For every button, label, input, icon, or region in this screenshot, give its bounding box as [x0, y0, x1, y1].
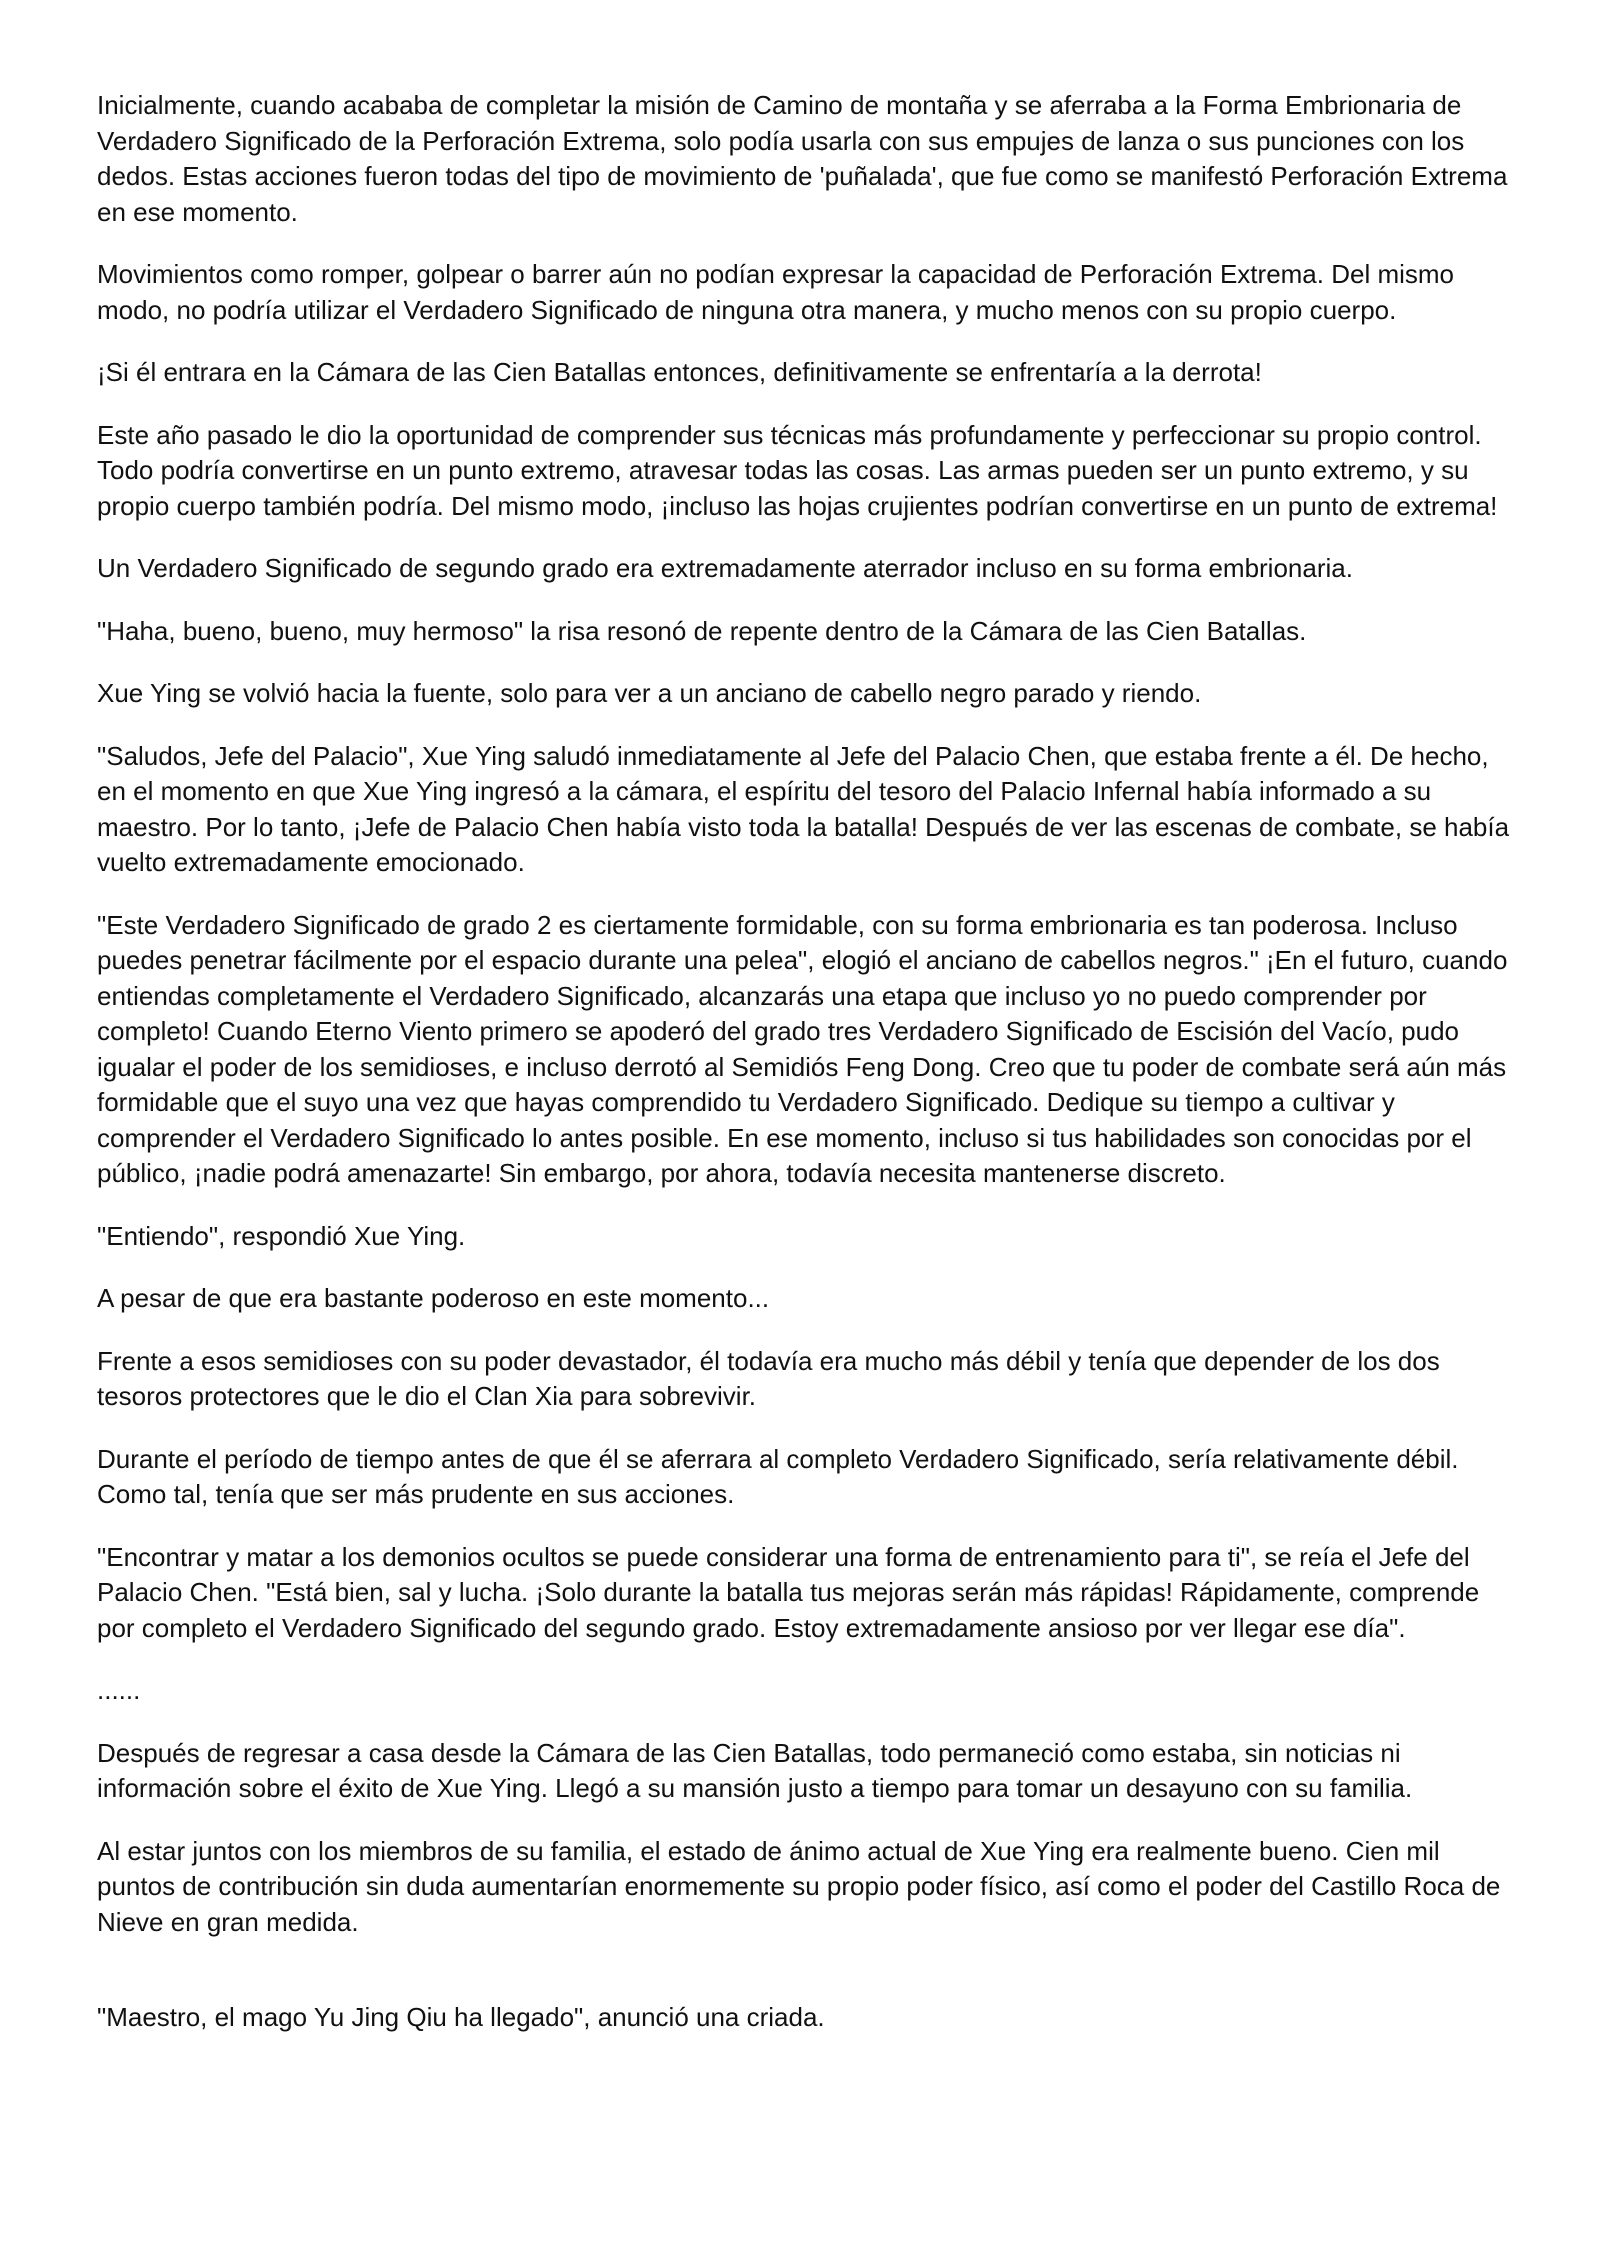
paragraph-17: "Maestro, el mago Yu Jing Qiu ha llegado", anunció una criada.: [97, 2002, 825, 2032]
paragraph-9: "Este Verdadero Significado de grado 2 es ciertamente formidable, con su forma embrionaria es tan poderosa. Incluso puedes penetrar fácilmente por el espacio durante una pelea", elogió el anciano de cabellos negros." ¡En el futuro, cuando entiendas completamente el Verdadero Significado, alcanzarás una etapa que incluso yo no puedo comprender por completo! Cuando Eterno Viento primero se apoderó del grado tres Verdadero Significado de Escisión del Vacío, pudo igualar el poder de los semidioses, e incluso derrotó al Semidiós Feng Dong. Creo que tu poder de combate será aún más formidable que el suyo una vez que hayas comprendido tu Verdadero Significado. Dedique su tiempo a cultivar y comprender el Verdadero Significado lo antes posible. En ese momento, incluso si tus habilidades son conocidas por el público, ¡nadie podrá amenazarte! Sin embargo, por ahora, todavía necesita mantenerse discreto.: [97, 909, 1508, 1188]
paragraph-6: "Haha, bueno, bueno, muy hermoso" la risa resonó de repente dentro de la Cámara de las Cien Batallas.: [97, 615, 1307, 646]
paragraph-12: Frente a esos semidioses con su poder devastador, él todavía era mucho más débil y tenía que depender de los dos tesoros protectores que le dio el Clan Xia para sobrevivir.: [97, 1345, 1440, 1411]
paragraph-2: Movimientos como romper, golpear o barrer aún no podían expresar la capacidad de Perforación Extrema. Del mismo modo, no podría utilizar el Verdadero Significado de ninguna otra manera, y mucho menos con su propio cuerpo.: [97, 259, 1455, 325]
paragraph-7: Xue Ying se volvió hacia la fuente, solo para ver a un anciano de cabello negro parado y riendo.: [97, 678, 1202, 708]
paragraph-4: Este año pasado le dio la oportunidad de comprender sus técnicas más profundamente y perfeccionar su propio control. Todo podría convertirse en un punto extremo, atravesar todas las cosas. Las armas pueden ser un punto extremo, y su propio cuerpo también podría. Del mismo modo, ¡incluso las hojas crujientes podrían convertirse en un punto de extrema!: [97, 419, 1498, 521]
paragraph-10: "Entiendo", respondió Xue Ying.: [97, 1220, 466, 1251]
scene-break: ......: [97, 1675, 141, 1705]
paragraph-3: ¡Si él entrara en la Cámara de las Cien Batallas entonces, definitivamente se enfrentaría a la derrota!: [97, 357, 1262, 387]
paragraph-15: Después de regresar a casa desde la Cámara de las Cien Batallas, todo permaneció como estaba, sin noticias ni información sobre el éxito de Xue Ying. Llegó a su mansión justo a tiempo para tomar un desayuno con su familia.: [97, 1737, 1413, 1803]
paragraph-1: Inicialmente, cuando acababa de completar la misión de Camino de montaña y se aferraba a la Forma Embrionaria de Verdadero Significado de la Perforación Extrema, solo podía usarla con sus empujes de lanza o sus punciones con los dedos. Estas acciones fueron todas del tipo de movimiento de 'puñalada', que fue como se manifestó Perforación Extrema en ese momento.: [97, 90, 1508, 227]
paragraph-5: Un Verdadero Significado de segundo grado era extremadamente aterrador incluso en su forma embrionaria.: [97, 553, 1353, 583]
paragraph-14: "Encontrar y matar a los demonios ocultos se puede considerar una forma de entrenamiento para ti", se reía el Jefe del Palacio Chen. "Está bien, sal y lucha. ¡Solo durante la batalla tus mejoras serán más rápidas! Rápidamente, comprende por completo el Verdadero Significado del segundo grado. Estoy extremadamente ansioso por ver llegar ese día".: [97, 1541, 1480, 1643]
document-page: [97, 88, 1515, 2063]
paragraph-8: "Saludos, Jefe del Palacio", Xue Ying saludó inmediatamente al Jefe del Palacio Chen, que estaba frente a él. De hecho, en el momento en que Xue Ying ingresó a la cámara, el espíritu del tesoro del Palacio Infernal había informado a su maestro. Por lo tanto, ¡Jefe de Palacio Chen había visto toda la batalla! Después de ver las escenas de combate, se había vuelto extremadamente emocionado.: [97, 740, 1510, 877]
paragraph-13: Durante el período de tiempo antes de que él se aferrara al completo Verdadero Significado, sería relativamente débil. Como tal, tenía que ser más prudente en sus acciones.: [97, 1443, 1459, 1509]
paragraph-11: A pesar de que era bastante poderoso en este momento...: [97, 1283, 770, 1313]
paragraph-16: Al estar juntos con los miembros de su familia, el estado de ánimo actual de Xue Ying era realmente bueno. Cien mil puntos de contribución sin duda aumentarían enormemente su propio poder físico, así como el poder del Castillo Roca de Nieve en gran medida.: [97, 1835, 1501, 1937]
